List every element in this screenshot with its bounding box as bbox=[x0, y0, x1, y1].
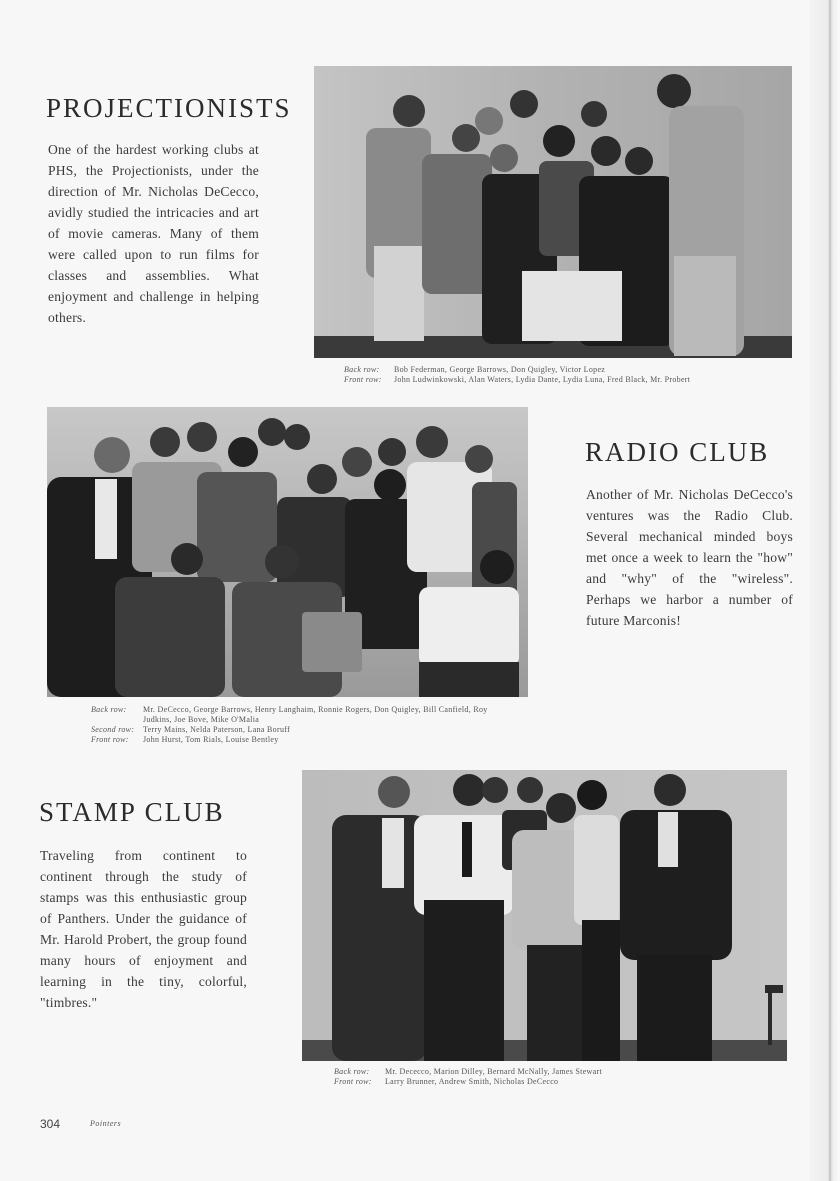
page-number: 304 bbox=[40, 1117, 61, 1131]
projectionists-heading: PROJECTIONISTS bbox=[46, 93, 292, 123]
caption-row-label: Front row: bbox=[334, 1077, 372, 1086]
caption-row-names: John Ludwinkowski, Alan Waters, Lydia Dante, Lydia Luna, Fred Black, Mr. Probert bbox=[394, 375, 691, 384]
caption-row-names: Larry Brunner, Andrew Smith, Nicholas DeCecco bbox=[385, 1077, 559, 1086]
projectionists-photo bbox=[314, 66, 792, 358]
radio-club-heading: RADIO CLUB bbox=[585, 437, 770, 467]
caption-row-label: Back row: bbox=[344, 365, 380, 374]
caption-row-label: Back row: bbox=[91, 705, 127, 714]
radio-club-caption bbox=[91, 705, 511, 745]
publication-name: Pointers bbox=[90, 1119, 122, 1128]
caption-row-names: Bob Federman, George Barrows, Don Quigley, Victor Lopez bbox=[394, 365, 606, 374]
radio-club-photo bbox=[47, 407, 528, 697]
caption-row bbox=[91, 705, 511, 725]
projectionists-body: One of the hardest working clubs at PHS, the Projectionists, under the direction of Mr. Nicholas DeCecco, avidly studied the intricacies and art of movie cameras. Many of them were called upon to run films for classes and assemblies. What enjoyment and challenge in helping others. bbox=[48, 142, 259, 325]
stamp-club-heading: STAMP CLUB bbox=[39, 797, 225, 827]
caption-row bbox=[334, 1077, 774, 1087]
caption-row bbox=[344, 375, 784, 385]
caption-row-label: Back row: bbox=[334, 1067, 370, 1076]
page-edge-line bbox=[829, 0, 831, 1181]
caption-row-label: Second row: bbox=[91, 725, 135, 734]
stamp-club-caption bbox=[334, 1067, 774, 1087]
projectionists-caption bbox=[344, 365, 784, 385]
caption-row-names: John Hurst, Tom Rials, Louise Bentley bbox=[143, 735, 279, 744]
caption-row-names: Terry Mains, Nelda Paterson, Lana Boruff bbox=[143, 725, 291, 734]
caption-row-label: Front row: bbox=[91, 735, 129, 744]
stamp-club-photo bbox=[302, 770, 787, 1061]
stamp-club-body: Traveling from continent to continent through the study of stamps was this enthusiastic group of Panthers. Under the guidance of Mr. Harold Probert, the group found many hours of enjoyment and learning in the tiny, colorful, "timbres." bbox=[40, 848, 247, 1010]
caption-row-names: Mr. DeCecco, George Barrows, Henry Langhaim, Ronnie Rogers, Don Quigley, Bill Canfield, Roy Judkins, Joe Bove, Mike O'Malia bbox=[143, 705, 488, 724]
caption-row bbox=[91, 725, 511, 735]
caption-row-label: Front row: bbox=[344, 375, 382, 384]
caption-row bbox=[334, 1067, 774, 1077]
caption-row bbox=[91, 735, 511, 745]
caption-row-names: Mr. Dececco, Marion Dilley, Bernard McNally, James Stewart bbox=[385, 1067, 602, 1076]
radio-club-body: Another of Mr. Nicholas DeCecco's ventures was the Radio Club. Several mechanical minded boys met once a week to learn the "how" and "why" of the "wireless". Perhaps we harbor a number of future Marconis! bbox=[586, 487, 793, 628]
page-binding-edge bbox=[810, 0, 840, 1181]
caption-row bbox=[344, 365, 784, 375]
